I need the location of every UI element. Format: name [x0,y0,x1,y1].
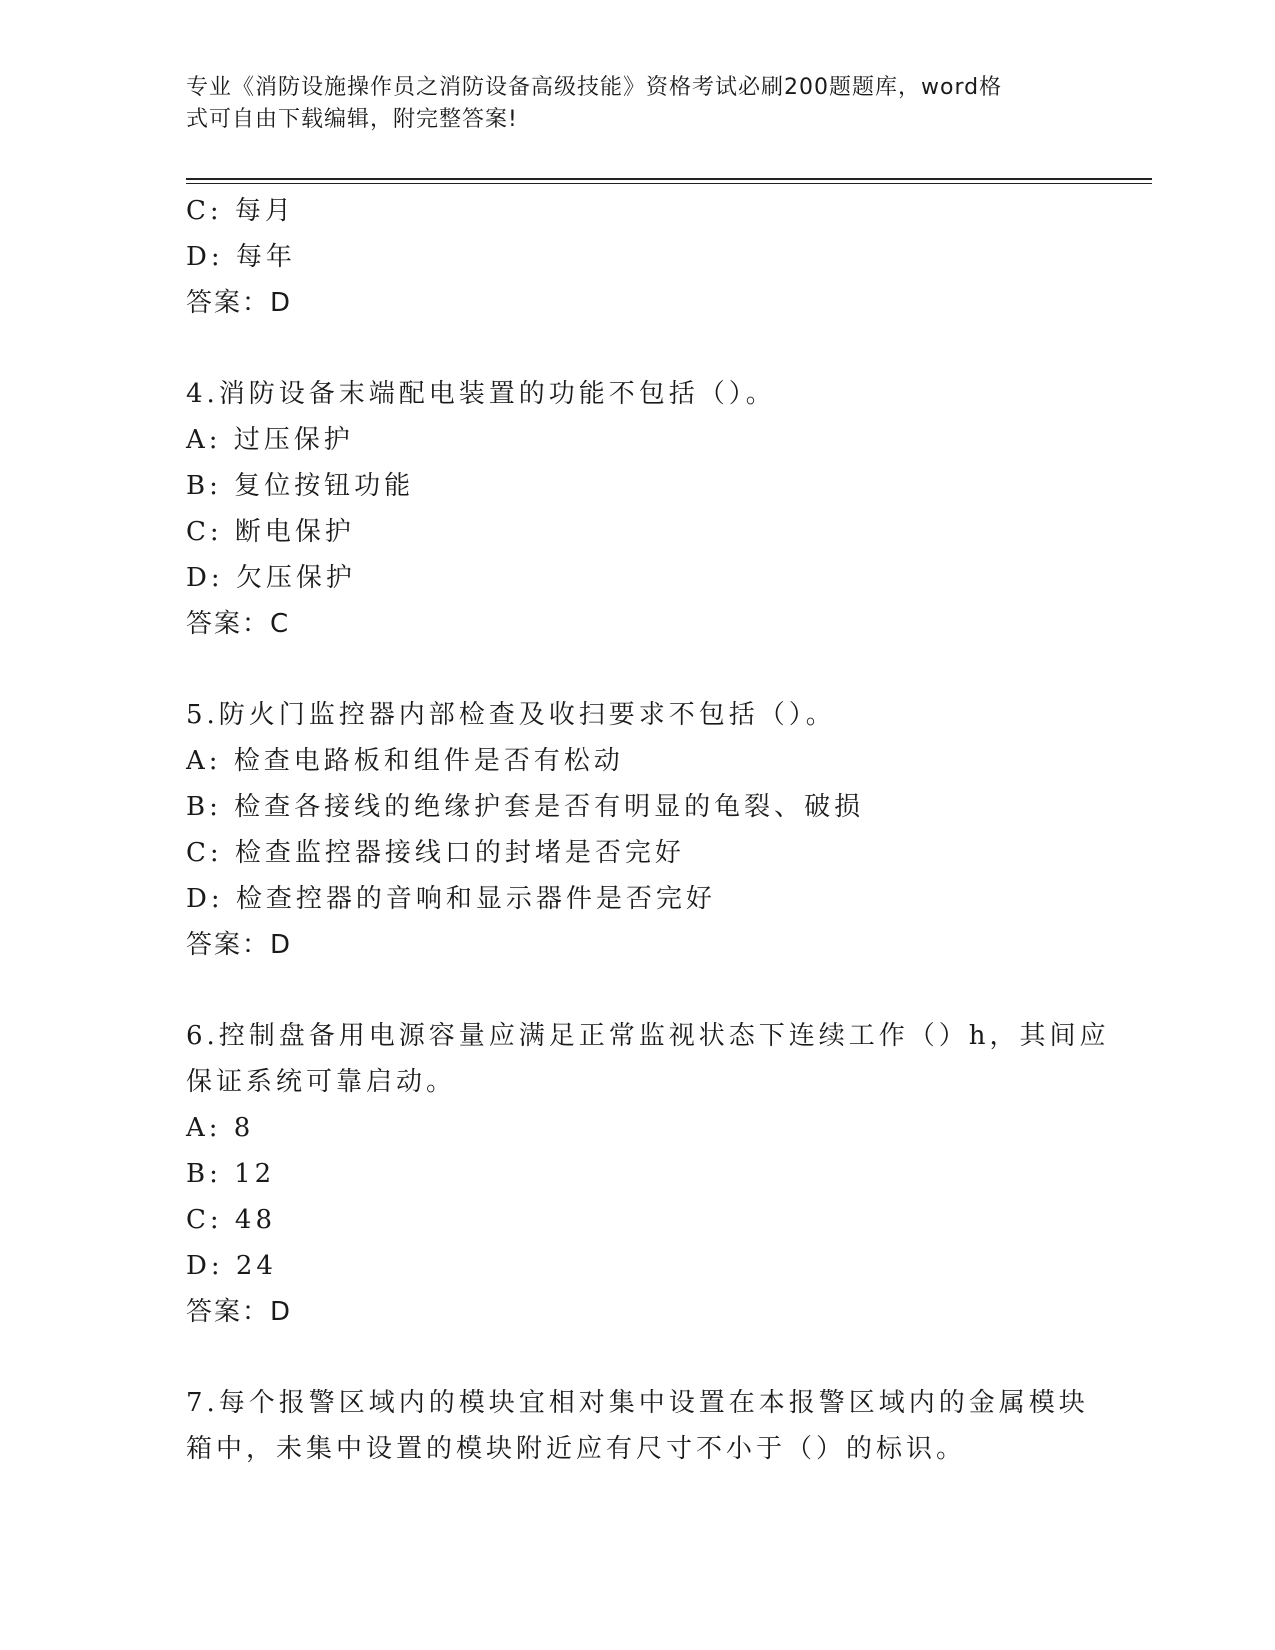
question-4-option-d: D: 欠压保护 [186,563,356,593]
question-5-option-b: B: 检查各接线的绝缘护套是否有明显的龟裂、破损 [186,792,865,822]
document-header [186,72,1066,136]
question-6 [186,1013,1110,1335]
question-3-option-c: C: 每月 [186,196,295,226]
question-5 [186,692,1086,968]
question-3-answer: 答案：D [186,288,293,318]
question-3-tail [186,188,1086,326]
question-4-option-b: B: 复位按钮功能 [186,471,415,501]
question-5-option-a: A: 检查电路板和组件是否有松动 [186,746,624,776]
question-5-option-d: D: 检查控器的音响和显示器件是否完好 [186,884,716,914]
question-7-stem-line-1: 7.每个报警区域内的模块宜相对集中设置在本报警区域内的金属模块 [186,1388,1089,1418]
question-6-option-a: A: 8 [186,1113,255,1143]
question-list [186,188,1110,1472]
question-4-option-a: A: 过压保护 [186,425,354,455]
question-7 [186,1380,1089,1472]
header-line-2: 式可自由下载编辑，附完整答案! [186,107,518,132]
header-divider-thin [186,183,1152,184]
question-3-option-d: D: 每年 [186,242,296,272]
question-6-option-b: B: 12 [186,1159,276,1189]
question-6-option-d: D: 24 [186,1251,277,1281]
header-divider-thick [186,178,1152,180]
question-5-option-c: C: 检查监控器接线口的封堵是否完好 [186,838,685,868]
question-4-option-c: C: 断电保护 [186,517,355,547]
question-4-stem: 4.消防设备末端配电装置的功能不包括（）。 [186,379,776,409]
question-6-option-c: C: 48 [186,1205,277,1235]
question-6-stem-line-2: 保证系统可靠启动。 [186,1067,457,1097]
question-5-answer: 答案：D [186,930,293,960]
question-4 [186,371,1086,647]
question-6-answer: 答案：D [186,1297,293,1327]
question-6-stem-line-1: 6.控制盘备用电源容量应满足正常监视状态下连续工作（）h，其间应 [186,1021,1110,1051]
question-4-answer: 答案：C [186,609,291,639]
question-7-stem-line-2: 箱中，未集中设置的模块附近应有尺寸不小于（）的标识。 [186,1434,967,1464]
header-line-1: 专业《消防设施操作员之消防设备高级技能》资格考试必刷200题题库，word格 [186,75,1003,100]
question-5-stem: 5.防火门监控器内部检查及收扫要求不包括（）。 [186,700,836,730]
